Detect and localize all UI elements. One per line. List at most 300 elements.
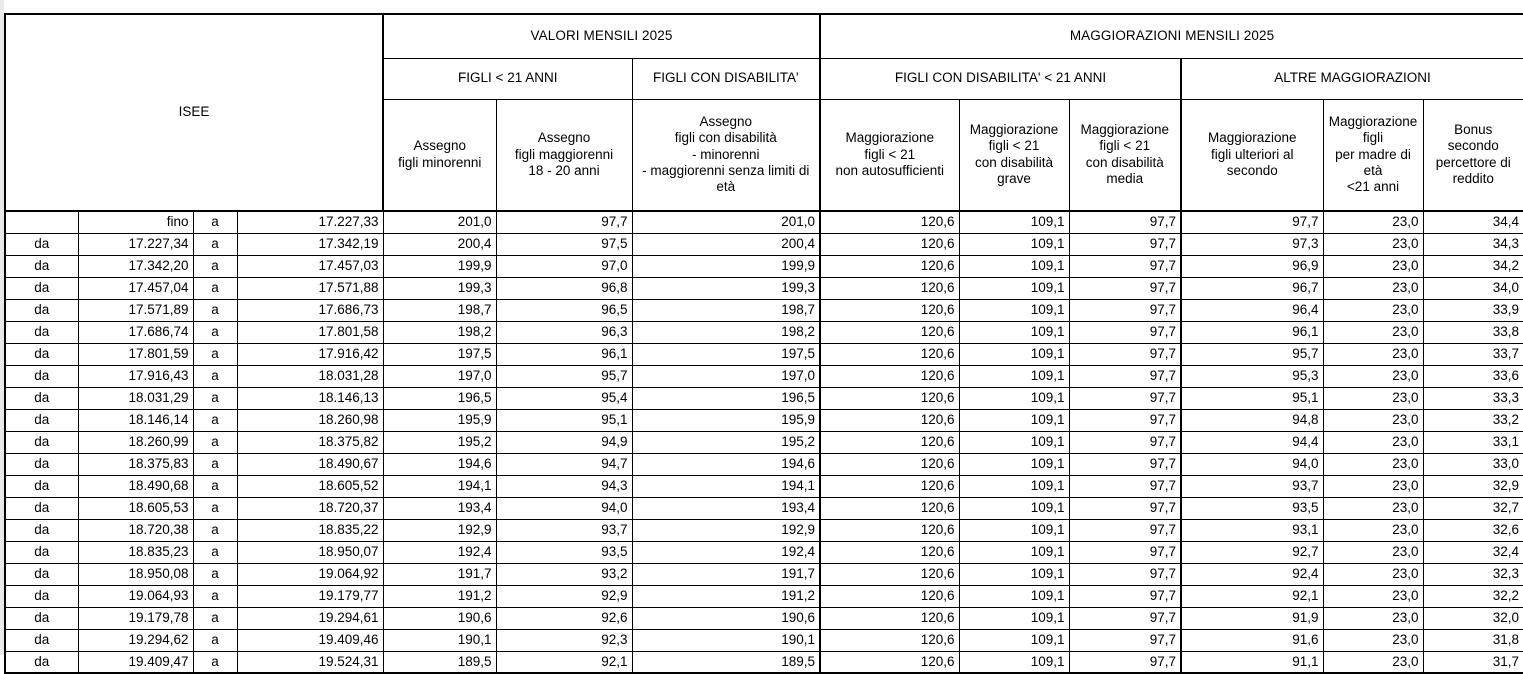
cell-magg-non-autosufficienti[interactable]: 120,6 [820, 365, 959, 387]
cell-bonus-secondo-percettore[interactable]: 34,3 [1423, 233, 1523, 255]
cell-magg-disabilita-media[interactable]: 97,7 [1069, 519, 1181, 541]
cell-isee-to[interactable]: 18.375,82 [237, 431, 383, 453]
cell-da[interactable]: da [5, 563, 78, 585]
cell-da[interactable]: da [5, 497, 78, 519]
cell-assegno-maggiorenni[interactable]: 94,9 [496, 431, 632, 453]
cell-da[interactable]: da [5, 519, 78, 541]
cell-magg-disabilita-media[interactable]: 97,7 [1069, 277, 1181, 299]
cell-magg-disabilita-grave[interactable]: 109,1 [959, 277, 1069, 299]
cell-isee-to[interactable]: 19.524,31 [237, 651, 383, 673]
cell-assegno-maggiorenni[interactable]: 94,7 [496, 453, 632, 475]
cell-magg-disabilita-media[interactable]: 97,7 [1069, 453, 1181, 475]
cell-da[interactable]: da [5, 453, 78, 475]
cell-magg-non-autosufficienti[interactable]: 120,6 [820, 409, 959, 431]
colhead-bonus-secondo-percettore [1423, 99, 1523, 211]
cell-isee-to[interactable]: 18.260,98 [237, 409, 383, 431]
cell-isee-to[interactable]: 19.064,92 [237, 563, 383, 585]
cell-assegno-disabilita[interactable]: 199,9 [632, 255, 820, 277]
cell-magg-madre-under21[interactable]: 23,0 [1323, 607, 1423, 629]
cell-da[interactable]: da [5, 541, 78, 563]
cell-magg-non-autosufficienti[interactable]: 120,6 [820, 585, 959, 607]
cell-assegno-minorenni[interactable]: 189,5 [383, 651, 496, 673]
cell-da[interactable]: da [5, 387, 78, 409]
assegno-unico-table [4, 13, 1523, 674]
cell-magg-figli-ulteriori[interactable]: 96,7 [1181, 277, 1323, 299]
cell-a[interactable]: a [193, 387, 237, 409]
table-row[interactable] [5, 475, 1523, 497]
cell-assegno-maggiorenni[interactable]: 93,5 [496, 541, 632, 563]
cell-assegno-disabilita[interactable]: 199,3 [632, 277, 820, 299]
cell-a[interactable]: a [193, 607, 237, 629]
cell-a[interactable]: a [193, 299, 237, 321]
cell-isee-from[interactable]: 18.835,23 [78, 541, 193, 563]
cell-magg-disabilita-media[interactable]: 97,7 [1069, 431, 1181, 453]
cell-a[interactable]: a [193, 497, 237, 519]
cell-assegno-minorenni[interactable]: 195,9 [383, 409, 496, 431]
cell-assegno-minorenni[interactable]: 190,1 [383, 629, 496, 651]
cell-a[interactable]: a [193, 277, 237, 299]
cell-a[interactable]: a [193, 475, 237, 497]
cell-assegno-minorenni[interactable]: 199,9 [383, 255, 496, 277]
cell-da[interactable]: da [5, 343, 78, 365]
table-row[interactable] [5, 233, 1523, 255]
cell-da[interactable]: da [5, 233, 78, 255]
cell-magg-madre-under21[interactable]: 23,0 [1323, 585, 1423, 607]
cell-isee-from[interactable]: 17.801,59 [78, 343, 193, 365]
cell-magg-madre-under21[interactable]: 23,0 [1323, 629, 1423, 651]
cell-bonus-secondo-percettore[interactable]: 34,2 [1423, 255, 1523, 277]
cell-magg-non-autosufficienti[interactable]: 120,6 [820, 563, 959, 585]
table-row[interactable] [5, 277, 1523, 299]
cell-assegno-minorenni[interactable]: 200,4 [383, 233, 496, 255]
cell-isee-to[interactable]: 17.801,58 [237, 321, 383, 343]
cell-magg-figli-ulteriori[interactable]: 96,9 [1181, 255, 1323, 277]
cell-assegno-disabilita[interactable]: 191,7 [632, 563, 820, 585]
cell-magg-disabilita-grave[interactable]: 109,1 [959, 409, 1069, 431]
table-row[interactable] [5, 585, 1523, 607]
cell-bonus-secondo-percettore[interactable]: 33,7 [1423, 343, 1523, 365]
cell-magg-madre-under21[interactable]: 23,0 [1323, 233, 1423, 255]
cell-assegno-maggiorenni[interactable]: 96,8 [496, 277, 632, 299]
table-row[interactable] [5, 629, 1523, 651]
cell-bonus-secondo-percettore[interactable]: 32,6 [1423, 519, 1523, 541]
table-row[interactable] [5, 563, 1523, 585]
cell-magg-madre-under21[interactable]: 23,0 [1323, 541, 1423, 563]
table-row[interactable] [5, 255, 1523, 277]
cell-magg-madre-under21[interactable]: 23,0 [1323, 321, 1423, 343]
cell-magg-madre-under21[interactable]: 23,0 [1323, 365, 1423, 387]
cell-isee-from[interactable]: 17.342,20 [78, 255, 193, 277]
cell-assegno-disabilita[interactable]: 198,7 [632, 299, 820, 321]
colhead-line: figli ulteriori al [1211, 146, 1294, 162]
cell-da[interactable]: da [5, 255, 78, 277]
cell-magg-figli-ulteriori[interactable]: 91,6 [1181, 629, 1323, 651]
cell-a[interactable]: a [193, 409, 237, 431]
cell-magg-madre-under21[interactable]: 23,0 [1323, 211, 1423, 233]
cell-isee-from[interactable]: 18.720,38 [78, 519, 193, 541]
cell-magg-disabilita-media[interactable]: 97,7 [1069, 563, 1181, 585]
cell-magg-disabilita-grave[interactable]: 109,1 [959, 563, 1069, 585]
cell-a[interactable]: a [193, 453, 237, 475]
cell-bonus-secondo-percettore[interactable]: 32,0 [1423, 607, 1523, 629]
table-row[interactable] [5, 343, 1523, 365]
cell-bonus-secondo-percettore[interactable]: 32,4 [1423, 541, 1523, 563]
cell-assegno-disabilita[interactable]: 195,9 [632, 409, 820, 431]
cell-a[interactable]: a [193, 563, 237, 585]
cell-magg-figli-ulteriori[interactable]: 96,4 [1181, 299, 1323, 321]
cell-isee-from[interactable]: fino [78, 211, 193, 233]
cell-assegno-minorenni[interactable]: 190,6 [383, 607, 496, 629]
cell-bonus-secondo-percettore[interactable]: 32,3 [1423, 563, 1523, 585]
cell-assegno-maggiorenni[interactable]: 97,5 [496, 233, 632, 255]
cell-a[interactable]: a [193, 321, 237, 343]
cell-isee-from[interactable]: 17.457,04 [78, 277, 193, 299]
cell-assegno-minorenni[interactable]: 199,3 [383, 277, 496, 299]
cell-magg-disabilita-grave[interactable]: 109,1 [959, 431, 1069, 453]
cell-isee-to[interactable]: 18.146,13 [237, 387, 383, 409]
cell-a[interactable]: a [193, 519, 237, 541]
cell-magg-disabilita-media[interactable]: 97,7 [1069, 607, 1181, 629]
cell-assegno-disabilita[interactable]: 190,1 [632, 629, 820, 651]
cell-assegno-maggiorenni[interactable]: 95,4 [496, 387, 632, 409]
cell-magg-disabilita-media[interactable]: 97,7 [1069, 211, 1181, 233]
cell-assegno-disabilita[interactable]: 194,6 [632, 453, 820, 475]
cell-da[interactable]: da [5, 277, 78, 299]
cell-bonus-secondo-percettore[interactable]: 31,8 [1423, 629, 1523, 651]
cell-magg-figli-ulteriori[interactable]: 95,1 [1181, 387, 1323, 409]
cell-bonus-secondo-percettore[interactable]: 33,1 [1423, 431, 1523, 453]
cell-bonus-secondo-percettore[interactable]: 32,2 [1423, 585, 1523, 607]
cell-assegno-disabilita[interactable]: 192,9 [632, 519, 820, 541]
table-row[interactable] [5, 365, 1523, 387]
cell-assegno-disabilita[interactable]: 193,4 [632, 497, 820, 519]
cell-magg-madre-under21[interactable]: 23,0 [1323, 387, 1423, 409]
cell-da[interactable]: da [5, 607, 78, 629]
cell-magg-disabilita-grave[interactable]: 109,1 [959, 607, 1069, 629]
cell-a[interactable]: a [193, 233, 237, 255]
cell-magg-disabilita-media[interactable]: 97,7 [1069, 475, 1181, 497]
cell-magg-non-autosufficienti[interactable]: 120,6 [820, 629, 959, 651]
cell-isee-from[interactable]: 19.179,78 [78, 607, 193, 629]
cell-assegno-maggiorenni[interactable]: 92,3 [496, 629, 632, 651]
cell-isee-to[interactable]: 17.457,03 [237, 255, 383, 277]
cell-assegno-minorenni[interactable]: 191,7 [383, 563, 496, 585]
cell-magg-figli-ulteriori[interactable]: 92,1 [1181, 585, 1323, 607]
cell-magg-non-autosufficienti[interactable]: 120,6 [820, 343, 959, 365]
cell-assegno-minorenni[interactable]: 196,5 [383, 387, 496, 409]
cell-magg-disabilita-grave[interactable]: 109,1 [959, 541, 1069, 563]
cell-magg-non-autosufficienti[interactable]: 120,6 [820, 321, 959, 343]
cell-magg-disabilita-grave[interactable]: 109,1 [959, 387, 1069, 409]
cell-magg-disabilita-media[interactable]: 97,7 [1069, 585, 1181, 607]
cell-isee-to[interactable]: 19.409,46 [237, 629, 383, 651]
cell-magg-figli-ulteriori[interactable]: 95,3 [1181, 365, 1323, 387]
cell-magg-madre-under21[interactable]: 23,0 [1323, 343, 1423, 365]
cell-assegno-disabilita[interactable]: 196,5 [632, 387, 820, 409]
cell-magg-figli-ulteriori[interactable]: 94,0 [1181, 453, 1323, 475]
cell-magg-disabilita-media[interactable]: 97,7 [1069, 233, 1181, 255]
cell-assegno-maggiorenni[interactable]: 94,0 [496, 497, 632, 519]
cell-magg-disabilita-media[interactable]: 97,7 [1069, 365, 1181, 387]
cell-assegno-disabilita[interactable]: 191,2 [632, 585, 820, 607]
cell-magg-disabilita-media[interactable]: 97,7 [1069, 321, 1181, 343]
cell-assegno-maggiorenni[interactable]: 92,1 [496, 651, 632, 673]
cell-bonus-secondo-percettore[interactable]: 34,0 [1423, 277, 1523, 299]
cell-magg-madre-under21[interactable]: 23,0 [1323, 651, 1423, 673]
cell-magg-disabilita-grave[interactable]: 109,1 [959, 321, 1069, 343]
cell-magg-non-autosufficienti[interactable]: 120,6 [820, 431, 959, 453]
cell-magg-madre-under21[interactable]: 23,0 [1323, 519, 1423, 541]
cell-magg-disabilita-grave[interactable]: 109,1 [959, 343, 1069, 365]
cell-magg-disabilita-grave[interactable]: 109,1 [959, 255, 1069, 277]
table-row[interactable] [5, 497, 1523, 519]
cell-isee-from[interactable]: 19.409,47 [78, 651, 193, 673]
cell-magg-non-autosufficienti[interactable]: 120,6 [820, 211, 959, 233]
cell-bonus-secondo-percettore[interactable]: 33,8 [1423, 321, 1523, 343]
cell-magg-madre-under21[interactable]: 23,0 [1323, 299, 1423, 321]
cell-isee-from[interactable]: 19.294,62 [78, 629, 193, 651]
cell-magg-figli-ulteriori[interactable]: 93,7 [1181, 475, 1323, 497]
cell-magg-disabilita-media[interactable]: 97,7 [1069, 629, 1181, 651]
table-row[interactable] [5, 607, 1523, 629]
cell-assegno-disabilita[interactable]: 200,4 [632, 233, 820, 255]
cell-isee-from[interactable]: 17.227,34 [78, 233, 193, 255]
cell-magg-disabilita-media[interactable]: 97,7 [1069, 299, 1181, 321]
cell-magg-disabilita-grave[interactable]: 109,1 [959, 629, 1069, 651]
cell-assegno-disabilita[interactable]: 189,5 [632, 651, 820, 673]
cell-bonus-secondo-percettore[interactable]: 33,9 [1423, 299, 1523, 321]
cell-magg-madre-under21[interactable]: 23,0 [1323, 431, 1423, 453]
cell-da[interactable]: da [5, 299, 78, 321]
cell-magg-disabilita-grave[interactable]: 109,1 [959, 299, 1069, 321]
cell-magg-disabilita-grave[interactable]: 109,1 [959, 651, 1069, 673]
cell-magg-figli-ulteriori[interactable]: 94,4 [1181, 431, 1323, 453]
cell-assegno-disabilita[interactable]: 194,1 [632, 475, 820, 497]
table-row[interactable] [5, 453, 1523, 475]
cell-magg-non-autosufficienti[interactable]: 120,6 [820, 541, 959, 563]
cell-da[interactable]: da [5, 585, 78, 607]
table-row[interactable] [5, 651, 1523, 673]
cell-assegno-maggiorenni[interactable]: 93,7 [496, 519, 632, 541]
cell-magg-non-autosufficienti[interactable]: 120,6 [820, 651, 959, 673]
cell-assegno-maggiorenni[interactable]: 95,1 [496, 409, 632, 431]
table-row[interactable] [5, 409, 1523, 431]
cell-magg-disabilita-grave[interactable]: 109,1 [959, 453, 1069, 475]
cell-bonus-secondo-percettore[interactable]: 32,9 [1423, 475, 1523, 497]
cell-magg-figli-ulteriori[interactable]: 93,1 [1181, 519, 1323, 541]
cell-assegno-minorenni[interactable]: 191,2 [383, 585, 496, 607]
cell-magg-madre-under21[interactable]: 23,0 [1323, 475, 1423, 497]
cell-a[interactable]: a [193, 211, 237, 233]
cell-isee-to[interactable]: 18.490,67 [237, 453, 383, 475]
cell-da[interactable]: da [5, 651, 78, 673]
cell-magg-madre-under21[interactable]: 23,0 [1323, 497, 1423, 519]
cell-a[interactable]: a [193, 431, 237, 453]
cell-da[interactable]: da [5, 629, 78, 651]
cell-magg-disabilita-media[interactable]: 97,7 [1069, 651, 1181, 673]
cell-assegno-disabilita[interactable]: 192,4 [632, 541, 820, 563]
cell-magg-disabilita-grave[interactable]: 109,1 [959, 475, 1069, 497]
cell-assegno-disabilita[interactable]: 190,6 [632, 607, 820, 629]
cell-da[interactable]: da [5, 409, 78, 431]
table-row[interactable] [5, 519, 1523, 541]
cell-assegno-minorenni[interactable]: 192,9 [383, 519, 496, 541]
table-row[interactable] [5, 211, 1523, 233]
cell-isee-from[interactable]: 18.605,53 [78, 497, 193, 519]
cell-magg-non-autosufficienti[interactable]: 120,6 [820, 497, 959, 519]
cell-assegno-maggiorenni[interactable]: 92,6 [496, 607, 632, 629]
cell-isee-to[interactable]: 17.227,33 [237, 211, 383, 233]
cell-magg-figli-ulteriori[interactable]: 97,3 [1181, 233, 1323, 255]
cell-isee-to[interactable]: 18.950,07 [237, 541, 383, 563]
cell-assegno-minorenni[interactable]: 198,7 [383, 299, 496, 321]
cell-magg-figli-ulteriori[interactable]: 96,1 [1181, 321, 1323, 343]
cell-assegno-disabilita[interactable]: 197,0 [632, 365, 820, 387]
cell-isee-to[interactable]: 18.031,28 [237, 365, 383, 387]
cell-da[interactable]: da [5, 321, 78, 343]
cell-assegno-maggiorenni[interactable]: 92,9 [496, 585, 632, 607]
cell-assegno-minorenni[interactable]: 192,4 [383, 541, 496, 563]
cell-bonus-secondo-percettore[interactable]: 32,7 [1423, 497, 1523, 519]
cell-a[interactable]: a [193, 585, 237, 607]
cell-magg-madre-under21[interactable]: 23,0 [1323, 255, 1423, 277]
cell-magg-disabilita-media[interactable]: 97,7 [1069, 343, 1181, 365]
cell-magg-disabilita-grave[interactable]: 109,1 [959, 519, 1069, 541]
cell-magg-disabilita-grave[interactable]: 109,1 [959, 497, 1069, 519]
cell-assegno-maggiorenni[interactable]: 97,7 [496, 211, 632, 233]
cell-a[interactable]: a [193, 541, 237, 563]
group-band-valori-mensili: VALORI MENSILI 2025 [383, 14, 820, 58]
cell-magg-madre-under21[interactable]: 23,0 [1323, 563, 1423, 585]
cell-da[interactable]: da [5, 475, 78, 497]
cell-assegno-disabilita[interactable]: 195,2 [632, 431, 820, 453]
colhead-line: per madre di età [1335, 146, 1411, 178]
cell-magg-disabilita-grave[interactable]: 109,1 [959, 585, 1069, 607]
cell-isee-to[interactable]: 17.916,42 [237, 343, 383, 365]
cell-magg-non-autosufficienti[interactable]: 120,6 [820, 233, 959, 255]
table-row[interactable] [5, 431, 1523, 453]
table-row[interactable] [5, 321, 1523, 343]
cell-assegno-minorenni[interactable]: 201,0 [383, 211, 496, 233]
cell-bonus-secondo-percettore[interactable]: 33,0 [1423, 453, 1523, 475]
cell-a[interactable]: a [193, 343, 237, 365]
cell-bonus-secondo-percettore[interactable]: 33,2 [1423, 409, 1523, 431]
cell-magg-figli-ulteriori[interactable]: 95,7 [1181, 343, 1323, 365]
cell-isee-to[interactable]: 19.294,61 [237, 607, 383, 629]
cell-isee-from[interactable]: 17.686,74 [78, 321, 193, 343]
cell-magg-figli-ulteriori[interactable]: 91,1 [1181, 651, 1323, 673]
cell-magg-non-autosufficienti[interactable]: 120,6 [820, 607, 959, 629]
cell-assegno-minorenni[interactable]: 198,2 [383, 321, 496, 343]
cell-magg-disabilita-media[interactable]: 97,7 [1069, 409, 1181, 431]
cell-assegno-maggiorenni[interactable]: 93,2 [496, 563, 632, 585]
cell-magg-non-autosufficienti[interactable]: 120,6 [820, 475, 959, 497]
cell-magg-madre-under21[interactable]: 23,0 [1323, 453, 1423, 475]
cell-assegno-maggiorenni[interactable]: 94,3 [496, 475, 632, 497]
cell-isee-from[interactable]: 18.146,14 [78, 409, 193, 431]
cell-magg-disabilita-media[interactable]: 97,7 [1069, 497, 1181, 519]
cell-magg-madre-under21[interactable]: 23,0 [1323, 409, 1423, 431]
cell-isee-from[interactable]: 18.950,08 [78, 563, 193, 585]
cell-a[interactable]: a [193, 365, 237, 387]
cell-magg-disabilita-media[interactable]: 97,7 [1069, 541, 1181, 563]
cell-magg-figli-ulteriori[interactable]: 92,7 [1181, 541, 1323, 563]
cell-magg-figli-ulteriori[interactable]: 92,4 [1181, 563, 1323, 585]
cell-isee-to[interactable]: 17.342,19 [237, 233, 383, 255]
cell-magg-non-autosufficienti[interactable]: 120,6 [820, 255, 959, 277]
cell-bonus-secondo-percettore[interactable]: 31,7 [1423, 651, 1523, 673]
table-row[interactable] [5, 541, 1523, 563]
cell-magg-non-autosufficienti[interactable]: 120,6 [820, 453, 959, 475]
cell-assegno-disabilita[interactable]: 197,5 [632, 343, 820, 365]
cell-isee-to[interactable]: 18.720,37 [237, 497, 383, 519]
cell-assegno-minorenni[interactable]: 194,1 [383, 475, 496, 497]
table-row[interactable] [5, 387, 1523, 409]
cell-bonus-secondo-percettore[interactable]: 33,3 [1423, 387, 1523, 409]
cell-assegno-disabilita[interactable]: 198,2 [632, 321, 820, 343]
cell-assegno-minorenni[interactable]: 194,6 [383, 453, 496, 475]
cell-assegno-minorenni[interactable]: 195,2 [383, 431, 496, 453]
cell-isee-to[interactable]: 18.605,52 [237, 475, 383, 497]
cell-assegno-disabilita[interactable]: 201,0 [632, 211, 820, 233]
cell-magg-disabilita-grave[interactable]: 109,1 [959, 365, 1069, 387]
cell-assegno-minorenni[interactable]: 197,5 [383, 343, 496, 365]
cell-isee-to[interactable]: 18.835,22 [237, 519, 383, 541]
cell-magg-disabilita-grave[interactable]: 109,1 [959, 233, 1069, 255]
table-row[interactable] [5, 299, 1523, 321]
cell-magg-non-autosufficienti[interactable]: 120,6 [820, 299, 959, 321]
cell-magg-figli-ulteriori[interactable]: 91,9 [1181, 607, 1323, 629]
cell-isee-to[interactable]: 19.179,77 [237, 585, 383, 607]
cell-isee-from[interactable]: 18.375,83 [78, 453, 193, 475]
cell-assegno-maggiorenni[interactable]: 96,5 [496, 299, 632, 321]
cell-isee-from[interactable]: 18.031,29 [78, 387, 193, 409]
cell-magg-disabilita-media[interactable]: 97,7 [1069, 255, 1181, 277]
cell-da[interactable] [5, 211, 78, 233]
cell-isee-to[interactable]: 17.686,73 [237, 299, 383, 321]
cell-isee-to[interactable]: 17.571,88 [237, 277, 383, 299]
cell-magg-non-autosufficienti[interactable]: 120,6 [820, 519, 959, 541]
cell-assegno-minorenni[interactable]: 193,4 [383, 497, 496, 519]
cell-assegno-maggiorenni[interactable]: 96,1 [496, 343, 632, 365]
cell-magg-figli-ulteriori[interactable]: 97,7 [1181, 211, 1323, 233]
cell-isee-from[interactable]: 17.571,89 [78, 299, 193, 321]
cell-assegno-maggiorenni[interactable]: 96,3 [496, 321, 632, 343]
cell-isee-from[interactable]: 18.490,68 [78, 475, 193, 497]
cell-magg-disabilita-media[interactable]: 97,7 [1069, 387, 1181, 409]
cell-assegno-maggiorenni[interactable]: 95,7 [496, 365, 632, 387]
cell-a[interactable]: a [193, 651, 237, 673]
cell-isee-from[interactable]: 18.260,99 [78, 431, 193, 453]
cell-da[interactable]: da [5, 431, 78, 453]
cell-bonus-secondo-percettore[interactable]: 34,4 [1423, 211, 1523, 233]
cell-da[interactable]: da [5, 365, 78, 387]
cell-a[interactable]: a [193, 629, 237, 651]
cell-bonus-secondo-percettore[interactable]: 33,6 [1423, 365, 1523, 387]
cell-isee-from[interactable]: 19.064,93 [78, 585, 193, 607]
cell-magg-figli-ulteriori[interactable]: 94,8 [1181, 409, 1323, 431]
cell-magg-figli-ulteriori[interactable]: 93,5 [1181, 497, 1323, 519]
cell-assegno-minorenni[interactable]: 197,0 [383, 365, 496, 387]
cell-magg-disabilita-grave[interactable]: 109,1 [959, 211, 1069, 233]
colhead-line: figli < 21 [1099, 138, 1151, 154]
cell-magg-non-autosufficienti[interactable]: 120,6 [820, 277, 959, 299]
cell-a[interactable]: a [193, 255, 237, 277]
cell-assegno-maggiorenni[interactable]: 97,0 [496, 255, 632, 277]
cell-magg-madre-under21[interactable]: 23,0 [1323, 277, 1423, 299]
cell-magg-non-autosufficienti[interactable]: 120,6 [820, 387, 959, 409]
cell-isee-from[interactable]: 17.916,43 [78, 365, 193, 387]
